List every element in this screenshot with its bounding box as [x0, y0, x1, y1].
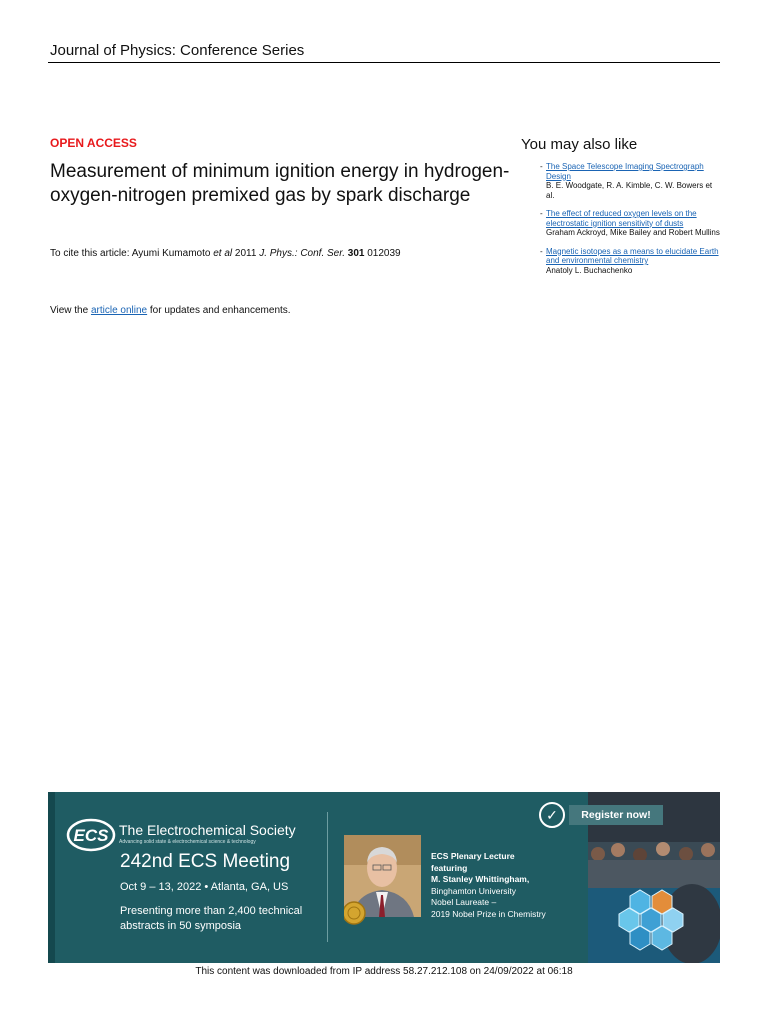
cite-et-al: et al — [213, 248, 233, 259]
society-tagline: Advancing solid state & electrochemical science & technology — [119, 839, 256, 845]
related-list — [540, 162, 720, 284]
related-link[interactable]: The Space Telescope Imaging Spectrograph Design — [546, 162, 704, 181]
cite-article-number: 012039 — [367, 248, 401, 259]
download-note: This content was downloaded from IP address 58.27.212.108 on 24/09/2022 at 06:18 — [195, 966, 573, 977]
plenary-line: featuring — [431, 862, 468, 873]
meeting-date: Oct 9 – 13, 2022 • Atlanta, GA, US — [120, 881, 289, 893]
related-item — [540, 247, 720, 276]
speaker-portrait — [344, 835, 421, 927]
cite-year: 2011 — [234, 248, 257, 259]
banner-divider — [327, 812, 328, 942]
plenary-info — [431, 851, 591, 920]
bullet-dash: - — [540, 162, 543, 171]
related-item — [540, 162, 720, 200]
citation-line — [50, 248, 401, 259]
related-link[interactable]: Magnetic isotopes as a means to elucidate Earth and environmental chemistry — [546, 246, 719, 265]
sidebar-title: You may also like — [521, 136, 638, 153]
journal-title: Journal of Physics: Conference Series — [50, 42, 305, 59]
plenary-line: 2019 Nobel Prize in Chemistry — [431, 908, 546, 919]
header-divider — [48, 62, 720, 63]
related-authors: Graham Ackroyd, Mike Bailey and Robert Mullins — [546, 228, 720, 237]
ecs-banner-ad[interactable] — [48, 792, 720, 963]
plenary-line: Nobel Laureate – — [431, 897, 497, 907]
related-item — [540, 209, 720, 238]
cite-journal: J. Phys.: Conf. Ser. — [259, 248, 345, 259]
cite-volume: 301 — [347, 248, 365, 259]
related-authors: B. E. Woodgate, R. A. Kimble, C. W. Bowers et al. — [546, 181, 713, 200]
plenary-line: ECS Plenary Lecture — [431, 851, 515, 861]
nobel-medal-icon — [344, 902, 365, 924]
article-title: Measurement of minimum ignition energy in hydrogen-oxygen-nitrogen premixed gas by spark discharge — [50, 161, 510, 206]
related-link[interactable]: The effect of reduced oxygen levels on the electrostatic ignition sensitivity of dusts — [546, 209, 697, 228]
view-online-line — [50, 305, 291, 316]
banner-edge-strip — [48, 792, 55, 963]
view-before: View the — [50, 305, 89, 316]
abstracts-note: Presenting more than 2,400 technical abstracts in 50 symposia — [120, 905, 303, 932]
view-after: for updates and enhancements. — [149, 305, 291, 316]
check-circle-icon[interactable]: ✓ — [539, 802, 565, 828]
cite-prefix: To cite this article: Ayumi Kumamoto — [50, 248, 211, 259]
bullet-dash: - — [540, 209, 543, 218]
related-authors: Anatoly L. Buchachenko — [546, 265, 633, 275]
ecs-logo-text: ECS — [73, 826, 109, 845]
speaker-name: M. Stanley Whittingham, — [431, 874, 530, 884]
open-access-label: OPEN ACCESS — [50, 136, 137, 150]
article-online-link[interactable]: article online — [90, 305, 148, 316]
register-now-button[interactable]: Register now! — [569, 805, 663, 825]
bullet-dash: - — [540, 246, 543, 256]
meeting-title: 242nd ECS Meeting — [120, 851, 291, 872]
society-name: The Electrochemical Society — [119, 822, 296, 838]
ecs-logo-icon — [66, 818, 116, 852]
speaker-affiliation: Binghamton University — [431, 885, 517, 896]
